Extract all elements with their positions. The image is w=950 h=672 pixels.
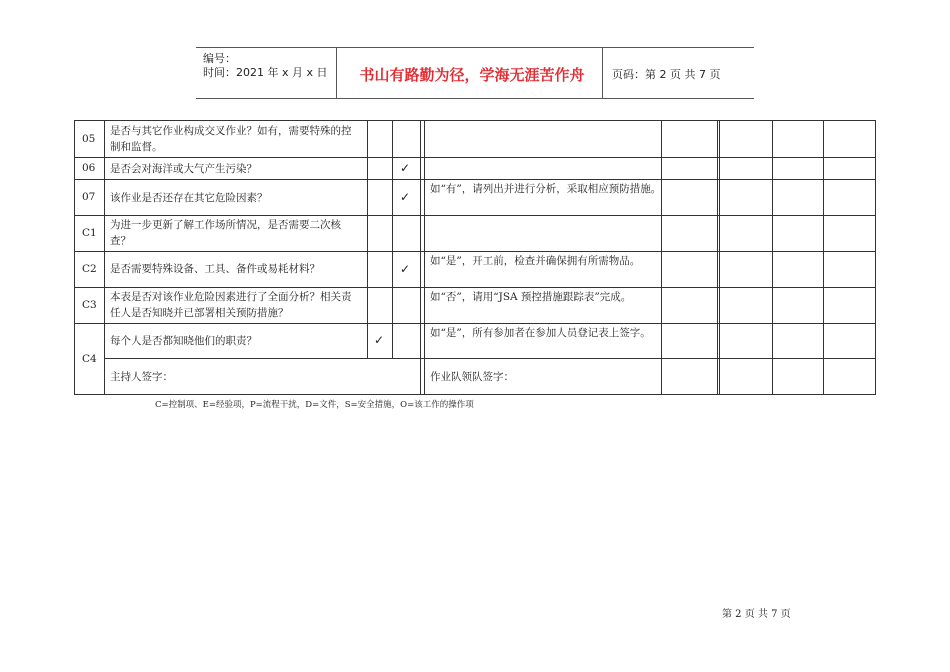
- row-code: C4: [82, 353, 97, 365]
- checklist-table: [74, 120, 876, 395]
- row-remark: 如“是”，所有参加者在参加人员登记表上签字。: [430, 327, 651, 339]
- time-label: 时间：2021 年 x 月 x 日: [203, 66, 328, 79]
- row-remark: 如“有”，请列出并进行分析，采取相应预防措施。: [430, 183, 662, 195]
- page-indicator: 页码：第 2 页 共 7 页: [612, 68, 721, 81]
- row-code: C2: [82, 263, 97, 275]
- no-checkmark: ✓: [400, 262, 411, 276]
- no-checkmark: ✓: [400, 190, 411, 204]
- header-meta: [203, 52, 328, 80]
- yes-checkmark: ✓: [374, 333, 385, 347]
- row-question: 是否与其它作业构成交叉作业？如有，需要特殊的控制和监督。: [110, 125, 352, 153]
- row-question: 是否需要特殊设备、工具、备件或易耗材料？: [110, 263, 320, 275]
- row-question: 本表是否对该作业危险因素进行了全面分析？相关责任人是否知晓并已部署相关预防措施？: [110, 291, 352, 319]
- row-code: 05: [82, 133, 96, 145]
- row-question: 该作业是否还存在其它危险因素？: [110, 192, 268, 204]
- host-signature-label: 主持人签字：: [110, 371, 173, 383]
- row-code: C3: [82, 299, 97, 311]
- row-remark: 如“否”，请用“JSA 预控措施跟踪表”完成。: [430, 291, 632, 303]
- page-footer: 第 2 页 共 7 页: [722, 609, 791, 620]
- page-header: [196, 47, 754, 99]
- number-label: 编号：: [203, 52, 236, 65]
- row-code: 06: [82, 162, 96, 174]
- row-remark: 如“是”，开工前，检查并确保拥有所需物品。: [430, 255, 641, 267]
- no-checkmark: ✓: [400, 161, 411, 175]
- leader-signature-label: 作业队领队签字：: [430, 371, 514, 383]
- legend-text: C=控制项、E=经验项，P=流程干扰，D=文件，S=安全措施，O=该工作的操作项: [155, 400, 474, 410]
- row-question: 每个人是否都知晓他们的职责？: [110, 335, 257, 347]
- row-code: C1: [82, 227, 97, 239]
- row-question: 为进一步更新了解工作场所情况，是否需要二次核查？: [110, 219, 341, 247]
- motto-text: 书山有路勤为径，学海无涯苦作舟: [359, 66, 585, 84]
- row-question: 是否会对海洋或大气产生污染？: [110, 163, 257, 175]
- row-code: 07: [82, 191, 96, 203]
